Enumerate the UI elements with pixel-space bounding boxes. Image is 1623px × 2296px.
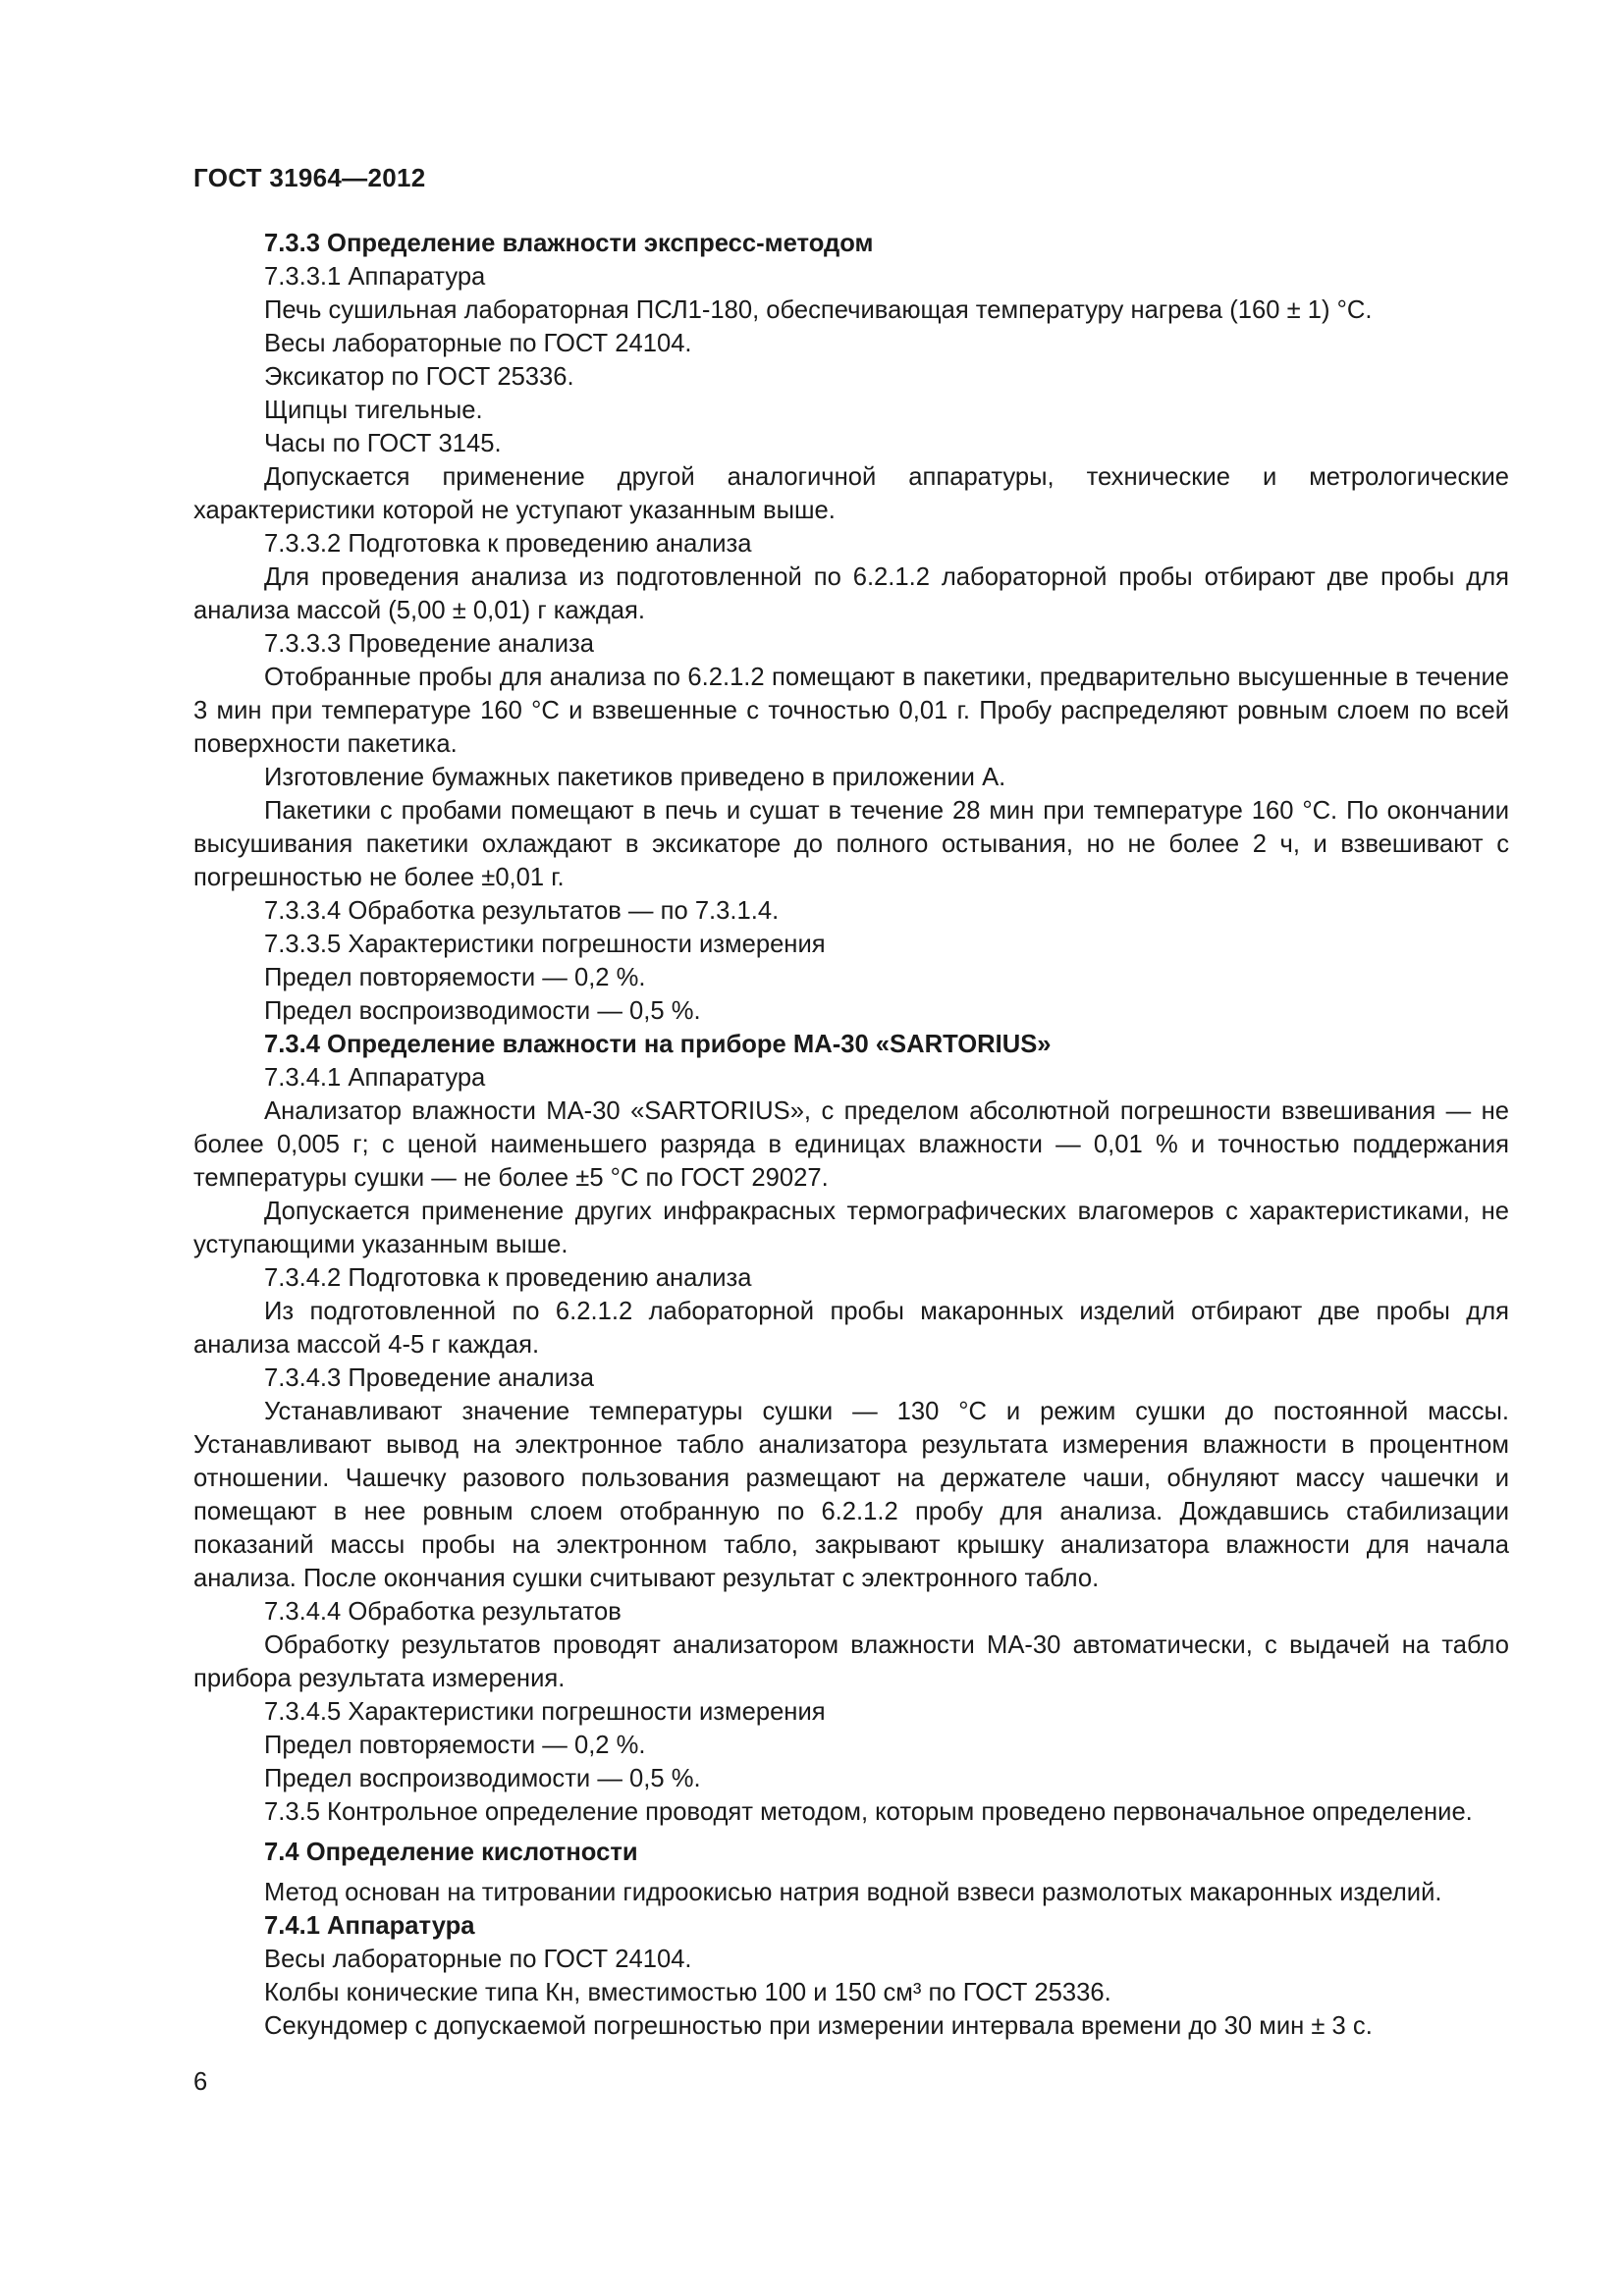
section-heading: 7.4.1 Аппаратура: [264, 1912, 475, 1940]
document-body: [193, 227, 1509, 2043]
page-number: 6: [193, 2068, 208, 2096]
paragraph: Секундомер с допускаемой погрешностью при измерении интервала времени до 30 мин ± 3 с.: [264, 2012, 1373, 2040]
section-heading: 7.3.4 Определение влажности на приборе МА-30 «SARTORIUS»: [264, 1031, 1052, 1058]
paragraph: Отобранные пробы для анализа по 6.2.1.2 помещают в пакетики, предварительно высушенные в течение 3 мин при температуре 160 °С и взвешенные с точностью 0,01 г. Пробу распределяют ровным слоем по всей поверхности пакетика.: [193, 664, 1509, 758]
paragraph: Допускается применение других инфракрасных термографических влагомеров с характеристиками, не уступающими указанным выше.: [193, 1198, 1509, 1258]
paragraph: Устанавливают значение температуры сушки — 130 °С и режим сушки до постоянной массы. Устанавливают вывод на электронное табло анализатора результата измерения влажности в процентном отношении. Чашечку разового пользования размещают на держателе чаши, обнуляют массу чашечки и помещают в нее ровным слоем отобранную по 6.2.1.2 пробу для анализа. Дождавшись стабилизации показаний массы пробы на электронном табло, закрывают крышку анализатора влажности для начала анализа. После окончания сушки считывают результат с электронного табло.: [193, 1398, 1509, 1592]
subsection-title: 7.3.4.5 Характеристики погрешности измерения: [264, 1698, 826, 1726]
paragraph: Часы по ГОСТ 3145.: [264, 430, 502, 457]
paragraph: 7.3.5 Контрольное определение проводят методом, которым проведено первоначальное определение.: [264, 1798, 1473, 1826]
paragraph: Для проведения анализа из подготовленной по 6.2.1.2 лабораторной пробы отбирают две пробы для анализа массой (5,00 ± 0,01) г каждая.: [193, 563, 1509, 624]
subsection-title: 7.3.3.4 Обработка результатов — по 7.3.1.4.: [264, 897, 780, 925]
paragraph: Эксикатор по ГОСТ 25336.: [264, 363, 574, 391]
paragraph: Щипцы тигельные.: [264, 397, 483, 424]
subsection-title: 7.3.3.5 Характеристики погрешности измерения: [264, 931, 826, 958]
paragraph: Метод основан на титровании гидроокисью натрия водной взвеси размолотых макаронных изделий.: [264, 1879, 1442, 1906]
paragraph: Весы лабораторные по ГОСТ 24104.: [264, 1946, 692, 1973]
subsection-title: 7.3.3.2 Подготовка к проведению анализа: [264, 530, 752, 558]
section-heading: 7.4 Определение кислотности: [264, 1839, 638, 1866]
paragraph: Печь сушильная лабораторная ПСЛ1-180, обеспечивающая температуру нагрева (160 ± 1) °С.: [264, 296, 1373, 324]
subsection-title: 7.3.3.3 Проведение анализа: [264, 630, 594, 658]
paragraph: Пакетики с пробами помещают в печь и сушат в течение 28 мин при температуре 160 °С. По окончании высушивания пакетики охлаждают в эксикаторе до полного остывания, но не более 2 ч, и взвешивают с погрешностью не более ±0,01 г.: [193, 797, 1509, 891]
paragraph: Предел повторяемости — 0,2 %.: [264, 1732, 646, 1759]
paragraph: Предел воспроизводимости — 0,5 %.: [264, 1765, 701, 1792]
paragraph: Из подготовленной по 6.2.1.2 лабораторной пробы макаронных изделий отбирают две пробы для анализа массой 4-5 г каждая.: [193, 1298, 1509, 1359]
paragraph: Предел воспроизводимости — 0,5 %.: [264, 997, 701, 1025]
subsection-title: 7.3.4.4 Обработка результатов: [264, 1598, 622, 1626]
document-header: ГОСТ 31964—2012: [193, 163, 426, 192]
paragraph: Анализатор влажности МА-30 «SARTORIUS», с пределом абсолютной погрешности взвешивания — не более 0,005 г; с ценой наименьшего разряда в единицах влажности — 0,01 % и точностью поддержания температуры сушки — не более ±5 °С по ГОСТ 29027.: [193, 1097, 1509, 1192]
paragraph: Допускается применение другой аналогичной аппаратуры, технические и метрологические характеристики которой не уступают указанным выше.: [193, 463, 1509, 524]
paragraph: Весы лабораторные по ГОСТ 24104.: [264, 330, 692, 357]
paragraph: Обработку результатов проводят анализатором влажности МА-30 автоматически, с выдачей на табло прибора результата измерения.: [193, 1631, 1509, 1692]
subsection-title: 7.3.3.1 Аппаратура: [264, 263, 486, 291]
subsection-title: 7.3.4.3 Проведение анализа: [264, 1364, 594, 1392]
subsection-title: 7.3.4.2 Подготовка к проведению анализа: [264, 1264, 752, 1292]
paragraph: Предел повторяемости — 0,2 %.: [264, 964, 646, 991]
subsection-title: 7.3.4.1 Аппаратура: [264, 1064, 486, 1092]
section-heading: 7.3.3 Определение влажности экспресс-методом: [264, 230, 874, 257]
paragraph: Колбы конические типа Кн, вместимостью 100 и 150 см³ по ГОСТ 25336.: [264, 1979, 1111, 2006]
paragraph: Изготовление бумажных пакетиков приведено в приложении А.: [264, 764, 1006, 791]
